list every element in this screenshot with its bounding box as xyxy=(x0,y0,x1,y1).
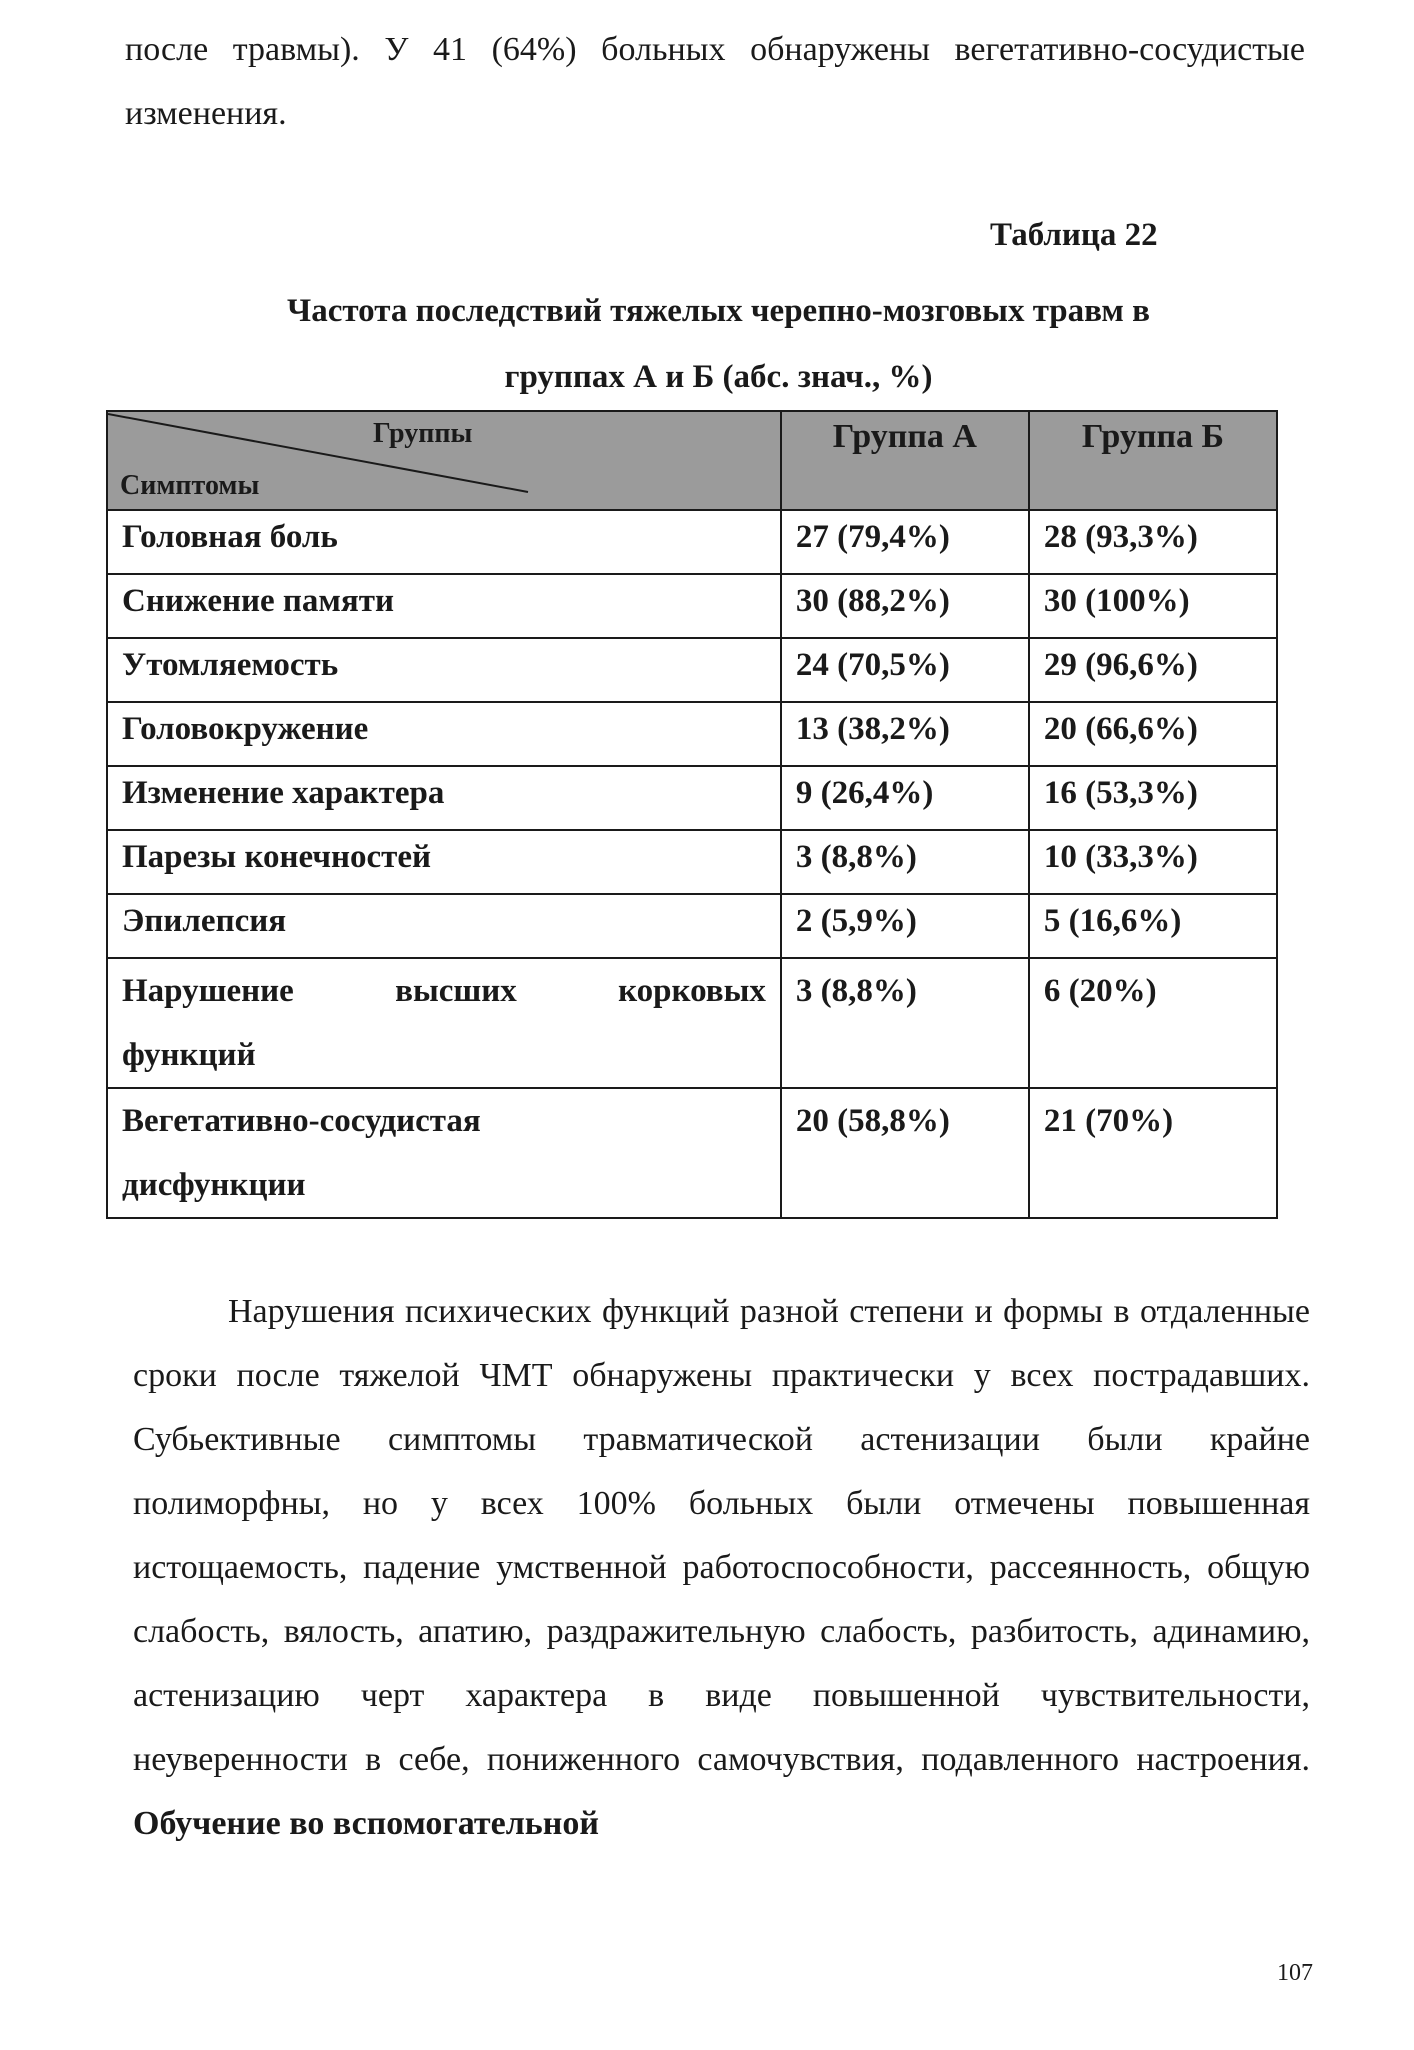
table-row xyxy=(107,638,1277,702)
header-group-b: Группа Б xyxy=(1029,411,1277,510)
symptom-cell: Эпилепсия xyxy=(107,894,781,958)
group-a-cell: 30 (88,2%) xyxy=(781,574,1029,638)
table-header-row xyxy=(107,411,1277,510)
header-corner-cell xyxy=(107,411,781,510)
table-row xyxy=(107,894,1277,958)
group-a-cell: 24 (70,5%) xyxy=(781,638,1029,702)
group-b-cell: 29 (96,6%) xyxy=(1029,638,1277,702)
group-b-cell: 28 (93,3%) xyxy=(1029,510,1277,574)
symptom-line-2: функций xyxy=(122,1037,256,1073)
group-a-cell: 2 (5,9%) xyxy=(781,894,1029,958)
table-row xyxy=(107,510,1277,574)
symptom-cell: Головокружение xyxy=(107,702,781,766)
group-a-cell: 13 (38,2%) xyxy=(781,702,1029,766)
table-row xyxy=(107,766,1277,830)
symptom-cell xyxy=(107,1088,781,1218)
symptom-cell: Головная боль xyxy=(107,510,781,574)
group-a-cell: 3 (8,8%) xyxy=(781,830,1029,894)
group-b-cell: 16 (53,3%) xyxy=(1029,766,1277,830)
group-a-cell: 20 (58,8%) xyxy=(781,1088,1029,1218)
symptom-cell: Снижение памяти xyxy=(107,574,781,638)
group-b-cell: 6 (20%) xyxy=(1029,958,1277,1088)
group-b-cell: 30 (100%) xyxy=(1029,574,1277,638)
header-symptoms-label: Симптомы xyxy=(120,470,260,501)
group-b-cell: 10 (33,3%) xyxy=(1029,830,1277,894)
group-a-cell: 3 (8,8%) xyxy=(781,958,1029,1088)
table-row xyxy=(107,958,1277,1088)
header-groups-label: Группы xyxy=(373,418,473,449)
group-a-cell: 9 (26,4%) xyxy=(781,766,1029,830)
table-label: Таблица 22 xyxy=(990,217,1158,253)
symptom-cell: Изменение характера xyxy=(107,766,781,830)
caption-line-2: группах А и Б (абс. знач., %) xyxy=(504,359,933,395)
symptom-line-1: Вегетативно-сосудистая xyxy=(122,1103,481,1139)
group-b-cell: 20 (66,6%) xyxy=(1029,702,1277,766)
bottom-paragraph xyxy=(133,1280,1310,1856)
bottom-paragraph-bold-tail: Обучение во вспомогательной xyxy=(133,1805,599,1842)
table-row xyxy=(107,702,1277,766)
caption-line-1: Частота последствий тяжелых черепно-мозговых травм в xyxy=(287,293,1150,329)
bottom-paragraph-text: Нарушения психических функций разной степени и формы в отдаленные сроки после тяжелой ЧМТ обнаружены практически у всех пострадавших. Субьективные симптомы травматической астенизации были крайне полиморфны, но у всех 100% больных были отмечены повышенная истощаемость, падение умственной работоспособности, рассеянность, общую слабость, вялость, апатию, раздражительную слабость, разбитость, адинамию, астенизацию черт характера в виде повышенной чувствительности, неуверенности в себе, пониженного самочувствия, подавленного настроения. xyxy=(133,1293,1310,1778)
table-row xyxy=(107,1088,1277,1218)
top-paragraph: после травмы). У 41 (64%) больных обнаружены вегетативно-сосудистые изменения. xyxy=(125,31,1305,132)
page-number: 107 xyxy=(1277,1960,1313,1986)
symptom-cell: Парезы конечностей xyxy=(107,830,781,894)
group-b-cell: 21 (70%) xyxy=(1029,1088,1277,1218)
header-group-a: Группа А xyxy=(781,411,1029,510)
symptom-cell: Утомляемость xyxy=(107,638,781,702)
table-caption xyxy=(180,278,1257,410)
symptom-cell xyxy=(107,958,781,1088)
group-a-cell: 27 (79,4%) xyxy=(781,510,1029,574)
table-row xyxy=(107,830,1277,894)
symptom-line-1: Нарушение высших корковых xyxy=(122,973,766,1009)
table-row xyxy=(107,574,1277,638)
symptom-line-2: дисфункции xyxy=(122,1167,306,1203)
group-b-cell: 5 (16,6%) xyxy=(1029,894,1277,958)
symptoms-table xyxy=(106,410,1278,1219)
